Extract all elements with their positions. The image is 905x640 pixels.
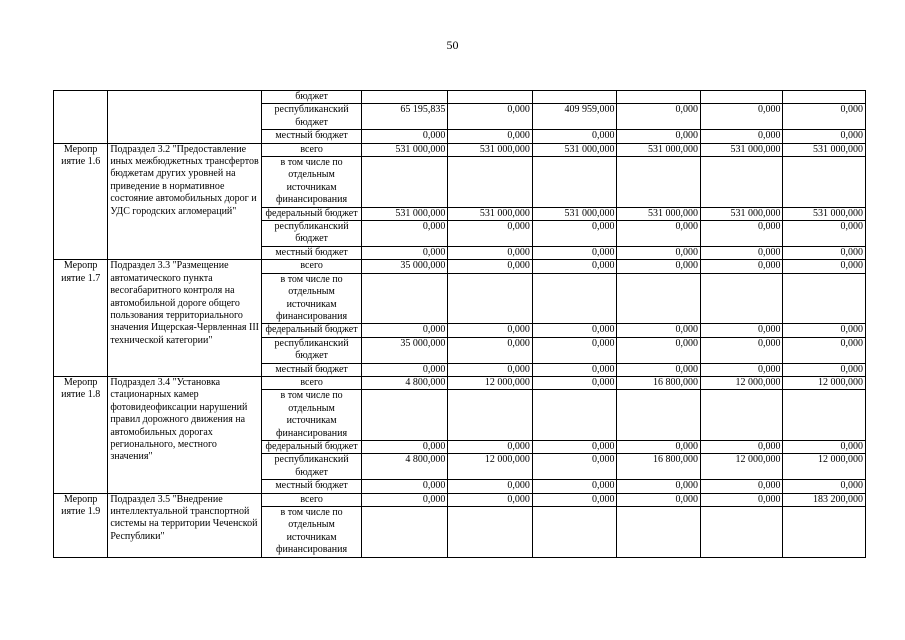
value-cell: 0,000: [783, 324, 866, 337]
event-description-cell: Подраздел 3.5 "Внедрение интеллектуальной транспортной системы на территории Чеченской Республики": [108, 493, 262, 557]
value-cell: [361, 91, 448, 104]
value-cell: [700, 157, 783, 208]
table-row: [54, 260, 866, 273]
table-row: [54, 143, 866, 156]
value-cell: 0,000: [617, 337, 701, 363]
value-cell: [783, 390, 866, 441]
value-cell: 0,000: [532, 260, 617, 273]
value-cell: [448, 91, 533, 104]
value-cell: 0,000: [617, 363, 701, 376]
source-cell: федеральный бюджет: [262, 207, 362, 220]
value-cell: [532, 507, 617, 558]
value-cell: 531 000,000: [700, 207, 783, 220]
value-cell: 0,000: [617, 246, 701, 259]
value-cell: 531 000,000: [783, 143, 866, 156]
value-cell: 0,000: [532, 440, 617, 453]
value-cell: 12 000,000: [783, 376, 866, 389]
value-cell: 0,000: [617, 104, 701, 130]
value-cell: 0,000: [361, 493, 448, 506]
value-cell: [532, 157, 617, 208]
table-row: [54, 91, 866, 104]
value-cell: 12 000,000: [448, 454, 533, 480]
budget-table: [53, 90, 866, 558]
value-cell: [361, 273, 448, 324]
value-cell: 0,000: [617, 440, 701, 453]
value-cell: 0,000: [783, 104, 866, 130]
page-number: 50: [446, 38, 459, 52]
value-cell: 0,000: [700, 337, 783, 363]
value-cell: 0,000: [361, 130, 448, 143]
source-cell: местный бюджет: [262, 246, 362, 259]
value-cell: 0,000: [532, 480, 617, 493]
value-cell: [783, 157, 866, 208]
value-cell: 0,000: [783, 363, 866, 376]
value-cell: [361, 507, 448, 558]
value-cell: [532, 91, 617, 104]
value-cell: [448, 507, 533, 558]
value-cell: 0,000: [532, 324, 617, 337]
value-cell: 35 000,000: [361, 337, 448, 363]
source-cell: в том числе по отдельным источникам финансирования: [262, 390, 362, 441]
value-cell: 0,000: [532, 130, 617, 143]
event-number-cell: Меропр иятие 1.6: [54, 143, 108, 260]
event-number-cell: Меропр иятие 1.9: [54, 493, 108, 557]
value-cell: 0,000: [783, 221, 866, 247]
value-cell: [361, 390, 448, 441]
source-cell: бюджет: [262, 91, 362, 104]
value-cell: 0,000: [361, 221, 448, 247]
table-row: [54, 376, 866, 389]
source-cell: в том числе по отдельным источникам финансирования: [262, 157, 362, 208]
value-cell: [448, 157, 533, 208]
event-description-cell: Подраздел 3.4 "Установка стационарных камер фотовидеофиксации нарушений правил дорожного движения на автомобильных дорогах регионального, местного значения": [108, 376, 262, 493]
value-cell: 0,000: [361, 440, 448, 453]
value-cell: 0,000: [617, 493, 701, 506]
value-cell: 0,000: [700, 130, 783, 143]
value-cell: 531 000,000: [448, 143, 533, 156]
source-cell: всего: [262, 260, 362, 273]
value-cell: 0,000: [532, 376, 617, 389]
event-number-cell: Меропр иятие 1.7: [54, 260, 108, 377]
desc-cell-blank: [108, 91, 262, 144]
value-cell: 0,000: [617, 221, 701, 247]
value-cell: 0,000: [448, 363, 533, 376]
value-cell: 531 000,000: [361, 143, 448, 156]
value-cell: [783, 91, 866, 104]
value-cell: 531 000,000: [532, 143, 617, 156]
value-cell: 12 000,000: [448, 376, 533, 389]
value-cell: [617, 507, 701, 558]
value-cell: 531 000,000: [617, 207, 701, 220]
value-cell: [361, 157, 448, 208]
value-cell: 0,000: [448, 130, 533, 143]
value-cell: 0,000: [361, 324, 448, 337]
value-cell: [700, 507, 783, 558]
value-cell: 183 200,000: [783, 493, 866, 506]
value-cell: 0,000: [448, 221, 533, 247]
source-cell: республиканский бюджет: [262, 221, 362, 247]
value-cell: 0,000: [700, 104, 783, 130]
event-description-cell: Подраздел 3.2 "Предоставление иных межбюджетных трансфертов бюджетам других уровней на приведение в нормативное состояние автомобильных дорог и УДС городских агломераций": [108, 143, 262, 260]
value-cell: [617, 390, 701, 441]
value-cell: [448, 273, 533, 324]
value-cell: 0,000: [700, 363, 783, 376]
value-cell: 0,000: [783, 337, 866, 363]
value-cell: 0,000: [448, 246, 533, 259]
value-cell: 0,000: [700, 260, 783, 273]
source-cell: в том числе по отдельным источникам финансирования: [262, 273, 362, 324]
value-cell: 0,000: [448, 493, 533, 506]
value-cell: 0,000: [617, 324, 701, 337]
value-cell: 4 800,000: [361, 376, 448, 389]
value-cell: 12 000,000: [700, 376, 783, 389]
source-cell: республиканский бюджет: [262, 454, 362, 480]
value-cell: [617, 157, 701, 208]
value-cell: [700, 273, 783, 324]
value-cell: 0,000: [700, 221, 783, 247]
value-cell: 0,000: [448, 104, 533, 130]
source-cell: республиканский бюджет: [262, 104, 362, 130]
value-cell: 0,000: [532, 337, 617, 363]
table-row: [54, 493, 866, 506]
value-cell: 0,000: [700, 440, 783, 453]
value-cell: 12 000,000: [783, 454, 866, 480]
source-cell: федеральный бюджет: [262, 324, 362, 337]
value-cell: 531 000,000: [361, 207, 448, 220]
value-cell: 531 000,000: [783, 207, 866, 220]
value-cell: 0,000: [361, 480, 448, 493]
value-cell: 0,000: [783, 480, 866, 493]
value-cell: 0,000: [617, 480, 701, 493]
value-cell: 0,000: [448, 440, 533, 453]
value-cell: 0,000: [448, 324, 533, 337]
value-cell: 0,000: [532, 246, 617, 259]
value-cell: 0,000: [448, 480, 533, 493]
source-cell: местный бюджет: [262, 130, 362, 143]
value-cell: [783, 507, 866, 558]
source-cell: в том числе по отдельным источникам финансирования: [262, 507, 362, 558]
value-cell: 531 000,000: [617, 143, 701, 156]
value-cell: 0,000: [532, 454, 617, 480]
event-number-cell: Меропр иятие 1.8: [54, 376, 108, 493]
value-cell: [532, 273, 617, 324]
value-cell: 0,000: [783, 260, 866, 273]
value-cell: 0,000: [700, 324, 783, 337]
source-cell: местный бюджет: [262, 480, 362, 493]
value-cell: [448, 390, 533, 441]
source-cell: республиканский бюджет: [262, 337, 362, 363]
table-body: [54, 91, 866, 558]
value-cell: 4 800,000: [361, 454, 448, 480]
value-cell: 0,000: [783, 130, 866, 143]
value-cell: [783, 273, 866, 324]
value-cell: 0,000: [783, 440, 866, 453]
source-cell: всего: [262, 143, 362, 156]
source-cell: всего: [262, 376, 362, 389]
value-cell: 16 800,000: [617, 454, 701, 480]
value-cell: 0,000: [700, 246, 783, 259]
value-cell: 0,000: [361, 363, 448, 376]
value-cell: 0,000: [617, 260, 701, 273]
value-cell: 0,000: [617, 130, 701, 143]
value-cell: 0,000: [783, 246, 866, 259]
source-cell: всего: [262, 493, 362, 506]
value-cell: [617, 91, 701, 104]
value-cell: 0,000: [448, 260, 533, 273]
value-cell: [532, 390, 617, 441]
value-cell: 0,000: [700, 480, 783, 493]
value-cell: 16 800,000: [617, 376, 701, 389]
value-cell: 35 000,000: [361, 260, 448, 273]
value-cell: 0,000: [532, 221, 617, 247]
value-cell: 0,000: [532, 363, 617, 376]
value-cell: 0,000: [532, 493, 617, 506]
value-cell: 12 000,000: [700, 454, 783, 480]
event-description-cell: Подраздел 3.3 "Размещение автоматического пункта весогабаритного контроля на автомобильной дороге общего пользования территориального значения Ищерская-Червленная III технической категории": [108, 260, 262, 377]
value-cell: [700, 390, 783, 441]
value-cell: 531 000,000: [448, 207, 533, 220]
event-cell-blank: [54, 91, 108, 144]
value-cell: 409 959,000: [532, 104, 617, 130]
source-cell: федеральный бюджет: [262, 440, 362, 453]
value-cell: [700, 91, 783, 104]
value-cell: 531 000,000: [532, 207, 617, 220]
value-cell: 0,000: [448, 337, 533, 363]
value-cell: [617, 273, 701, 324]
value-cell: 65 195,835: [361, 104, 448, 130]
value-cell: 531 000,000: [700, 143, 783, 156]
value-cell: 0,000: [361, 246, 448, 259]
source-cell: местный бюджет: [262, 363, 362, 376]
value-cell: 0,000: [700, 493, 783, 506]
